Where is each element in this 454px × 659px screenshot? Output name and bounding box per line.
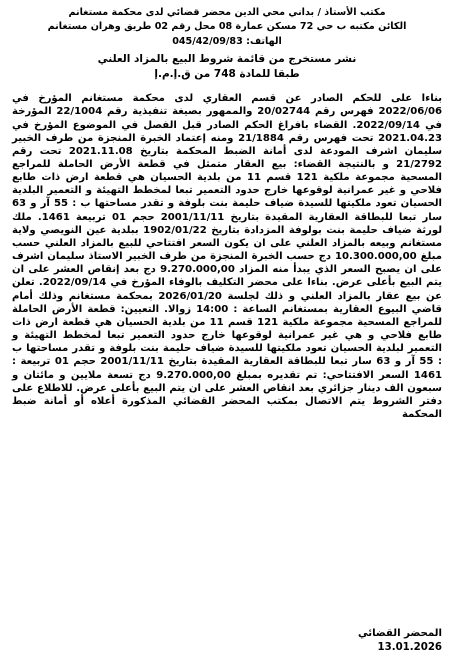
office-name-line: مكتب الأستاذ / بداني محي الدين محضر قضائي لدى محكمة مستغانم [68, 7, 386, 18]
notice-body [12, 92, 442, 421]
notice-body-paragraph: بناءا على للحكم الصادر عن قسم العقاري لدى محكمة مستغانم المؤرخ في 2022/06/06 فهرس رقم 20/02744 والممهور بصيغة تنفيذية رقم 22/1004 المؤرخة في 2022/09/14. القضاء بافراغ الحكم الصادر قبل الفصل في الموضوع المؤرخ في 2021.04.23 تحت فهرس رقم 21/1884 ومنه إعتماد الخبرة المنجزة من طرف الخبير سليمان اشرف المودعة لدى أمانة الضبط المحكمة بتاريخ 2021.11.08 تحت رقم 21/2792 و بالنتيجة القضاء: بيع العقار متمثل في قطعة الأرض الحاملة للمراجع المسحية مجموعة ملكية 121 قسم 11 من بلدية الحسيان هي قطعة ارض ذات طابع فلاحي و غير عمرانية لوقوعها خارج حدود التعمير تبعا لمخطط التهيئة و التعمير البلدية الحسيان تعود ملكيتها للسيدة ضياف حليمة بنت بلوفة و تقدر مساحتها ب : 55 آر و 63 سار تبعا للبطاقة العقارية المقيدة بتاريخ 2001/11/11 حجم 01 تربيعة 1461. ملك لورثة ضياف حليمة بنت بولوفة المزدادة بتاريخ 1902/01/22 ببلدية عين النويصي ولاية مستغانم وبيعه بالمزاد العلني على ان يكون السعر افتتاحي للبيع بالمزاد العلني حسب مبلغ 10.300.000,00 دج حسب الخبرة المنجزة من طرف الخبير الاستاذ سليمان اشرف على ان يصبح السعر الذي يبدأ منه المزاد 9.270.000,00 دج بعد إنقاص العشر على ان يتم البيع بأعلى عرض. بناءا على محضر التكليف بالوفاء المؤرخ في 2022/09/14. تعلن عن بيع عقار بالمزاد العلني و ذلك لجلسة 2026/01/20 بمحكمة مستغانم وذلك أمام قاضي البيوع العقارية بمستغانم الساعة : 14:00 زوالا. التعيين: قطعة الأرض الحاملة للمراجع المسحية مجموعة ملكية 121 قسم 11 من بلدية الحسيان هي قطعة ارض ذات طابع فلاحي و هي غير عمرانية لوقوعها خارج حدود التعمير تبعا لمخطط التهيئة و التعمير لبلدية الحسيان تعود ملكيتها للسيدة ضياف حليمة بنت بلوفة و تقدر مساحتها ب : 55 آر و 63 سار تبعا للبطاقة العقارية المقيدة بتاريخ 2001/11/11 حجم 01 تربيعة : 1461 السعر الافتتاحي: تم تقديره بمبلغ 9.270.000,00 دج تسعة ملايين و مائتان و سبعون الف دينار جزائري بعد انقاص العشر على ان يتم البيع بأعلى عرض. للاطلاع على دفتر الشروط يتم الاتصال بمكتب المحضر القضائي المذكورة أعلاه أو أمانة ضبط المحكمة [12, 93, 443, 420]
office-header [12, 6, 442, 49]
office-address-line: الكائن مكتبه ب حي 72 مسكن عمارة 08 محل رقم 02 طريق وهران مستغانم [47, 21, 407, 33]
office-phone-line: الهاتف: 045/42/09/83 [172, 35, 282, 47]
notice-title [12, 52, 442, 81]
signature-role: المحضر القضائي [357, 628, 442, 639]
signature-date: 13.01.2026 [377, 642, 442, 653]
notice-legal-reference: طبقا للمادة 748 من ق.إ.م.إ [154, 67, 300, 80]
notice-title-line: نشر مستخرج من قائمة شروط البيع بالمزاد العلني [97, 53, 357, 66]
signature-block [358, 627, 442, 655]
